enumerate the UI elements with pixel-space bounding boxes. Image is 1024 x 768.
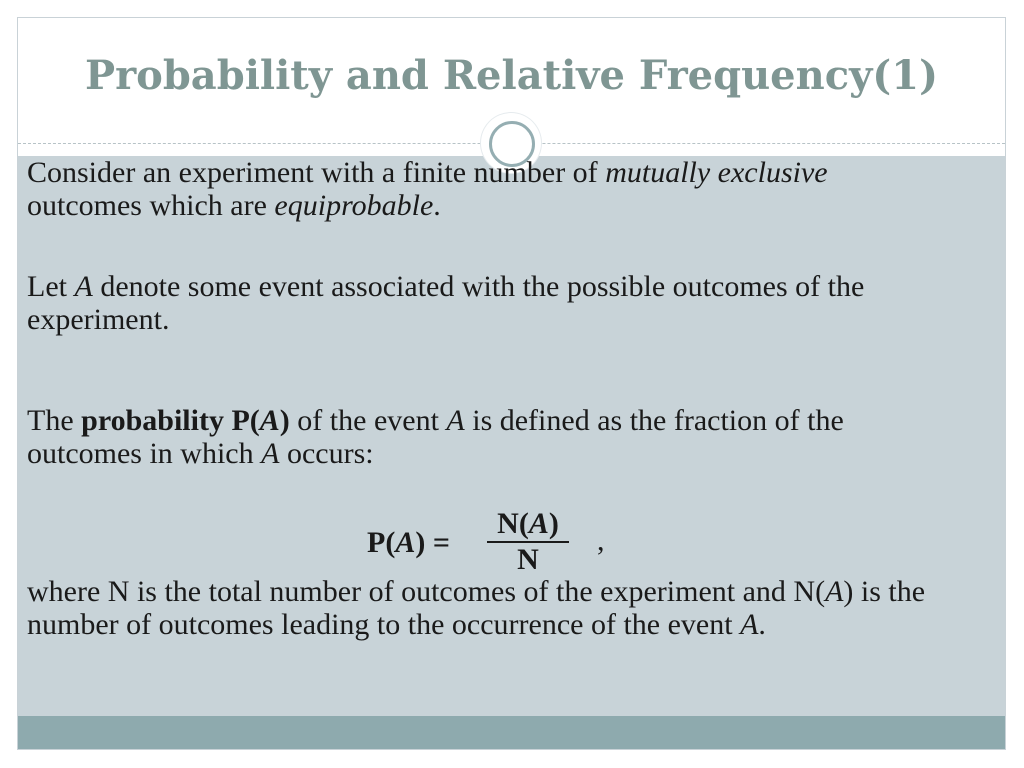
italic-text: A bbox=[74, 270, 93, 303]
text-run: P( bbox=[367, 526, 396, 559]
formula-comma: , bbox=[597, 524, 605, 557]
text-run: ) is the number of outcomes leading to the occurrence of the event bbox=[27, 575, 926, 641]
paragraph-where-n bbox=[27, 575, 927, 641]
paragraph-event-a bbox=[27, 270, 927, 336]
bold-text: probability P( bbox=[81, 404, 260, 437]
text-run: . bbox=[758, 608, 766, 641]
italic-text: A bbox=[261, 437, 280, 470]
italic-text: A bbox=[528, 507, 549, 540]
text-run: . bbox=[433, 189, 441, 222]
footer-bar bbox=[18, 716, 1005, 749]
italic-text: equiprobable bbox=[274, 189, 434, 222]
formula-lhs bbox=[367, 526, 450, 560]
italic-text: A bbox=[395, 526, 416, 559]
italic-text: A bbox=[446, 404, 465, 437]
paragraph-probability-definition bbox=[27, 404, 927, 470]
formula-fraction bbox=[485, 507, 571, 577]
fraction-numerator bbox=[485, 507, 571, 541]
text-run: ) bbox=[548, 507, 559, 540]
text-run: denote some event associated with the possible outcomes of the experiment. bbox=[27, 270, 865, 336]
text-run: Let bbox=[27, 270, 75, 303]
fraction-denominator: N bbox=[517, 543, 539, 576]
text-run: N( bbox=[497, 507, 529, 540]
bold-italic-text: A bbox=[259, 404, 280, 437]
text-run: occurs: bbox=[279, 437, 374, 470]
text-run: Consider an experiment with a finite number of bbox=[27, 156, 606, 189]
text-run: outcomes which are bbox=[27, 189, 275, 222]
italic-text: A bbox=[825, 575, 844, 608]
slide-title: Probability and Relative Frequency(1) bbox=[85, 52, 938, 99]
text-run: where N is the total number of outcomes of the experiment and N( bbox=[27, 575, 826, 608]
italic-text: mutually exclusive bbox=[605, 156, 828, 189]
paragraph-definition-experiment bbox=[27, 156, 927, 222]
probability-formula bbox=[367, 507, 667, 577]
text-run: is defined as the fraction of the outcomes in which bbox=[27, 404, 844, 470]
text-run: of the event bbox=[289, 404, 447, 437]
bold-text: ) bbox=[279, 404, 290, 437]
italic-text: A bbox=[740, 608, 759, 641]
text-run: ) = bbox=[415, 526, 450, 559]
text-run: The bbox=[27, 404, 82, 437]
